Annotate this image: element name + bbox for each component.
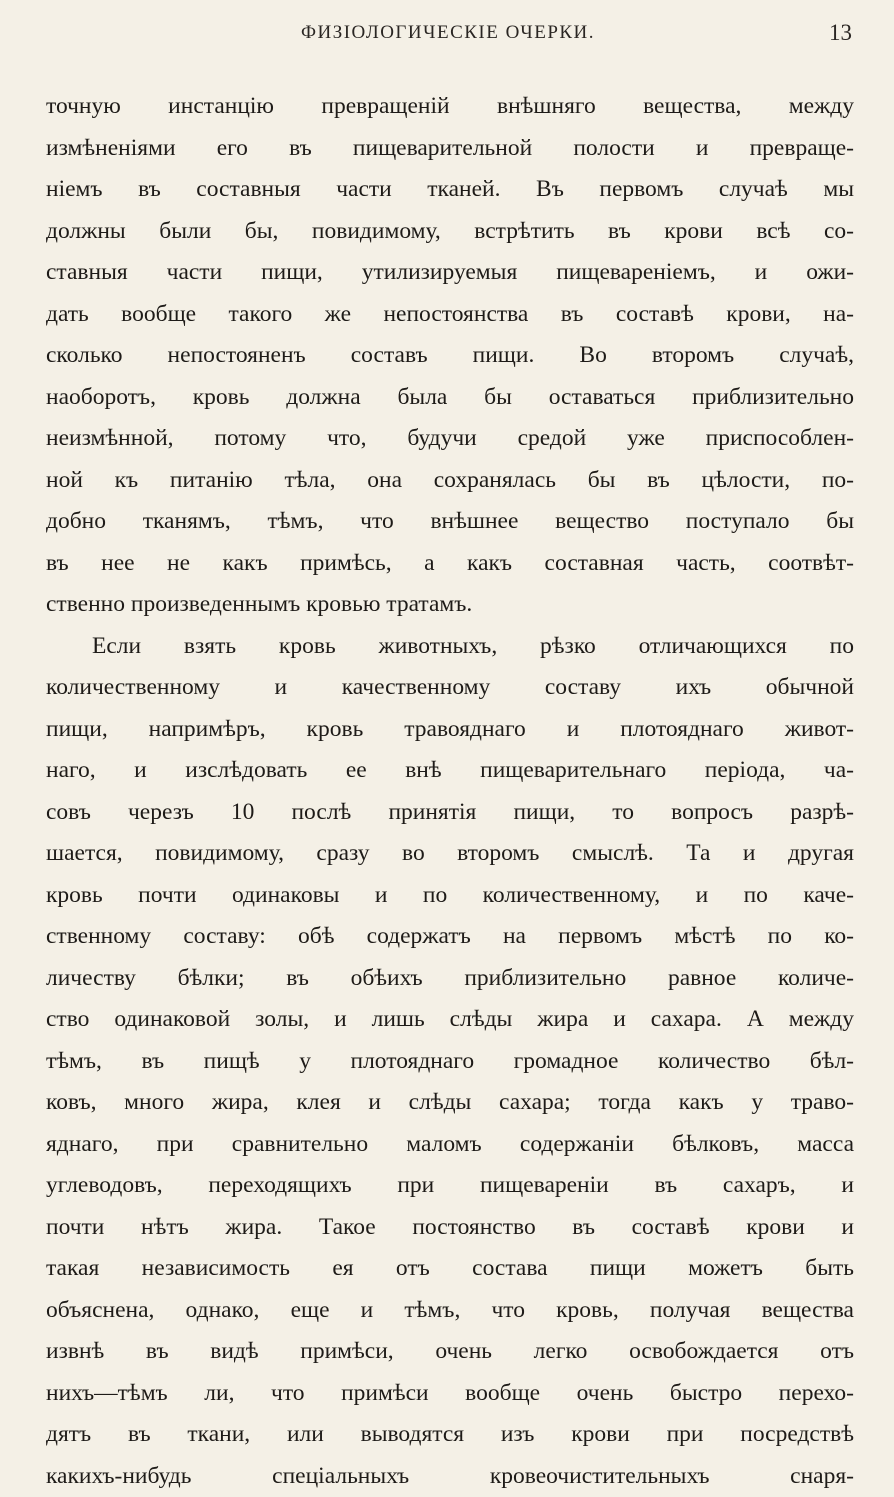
page-header <box>44 20 852 50</box>
text-line: извнѣ въ видѣ примѣси, очень легко освобождается отъ <box>46 1331 854 1373</box>
text-line: измѣненiями его въ пищеварительной полости и превраще- <box>46 128 854 170</box>
body-text <box>46 86 854 1497</box>
page-number: 13 <box>829 20 852 46</box>
text-line: дятъ въ ткани, или выводятся изъ крови при посредствѣ <box>46 1414 854 1456</box>
text-line: нiемъ въ составныя части тканей. Въ первомъ случаѣ мы <box>46 169 854 211</box>
text-line: совъ черезъ 10 послѣ принятiя пищи, то вопросъ разрѣ- <box>46 792 854 834</box>
text-line: добно тканямъ, тѣмъ, что внѣшнее вещество поступало бы <box>46 501 854 543</box>
text-line: ковъ, много жира, клея и слѣды сахара; тогда какъ у траво- <box>46 1082 854 1124</box>
text-line: личеству бѣлки; въ обѣихъ приблизительно равное количе- <box>46 958 854 1000</box>
text-line: шается, повидимому, сразу во второмъ смыслѣ. Та и другая <box>46 833 854 875</box>
running-title: ФИЗIОЛОГИЧЕСКIЕ ОЧЕРКИ. <box>44 22 852 44</box>
paragraph-start-line: Если взять кровь животныхъ, рѣзко отличающихся по <box>46 626 854 668</box>
text-line: яднаго, при сравнительно маломъ содержанiи бѣлковъ, масса <box>46 1124 854 1166</box>
text-line: дать вообще такого же непостоянства въ составѣ крови, на- <box>46 294 854 336</box>
text-line: точную инстанцiю превращенiй внѣшняго вещества, между <box>46 86 854 128</box>
text-line: неизмѣнной, потому что, будучи средой уже приспособлен- <box>46 418 854 460</box>
text-line: нихъ—тѣмъ ли, что примѣси вообще очень быстро перехо- <box>46 1373 854 1415</box>
paragraph-end-line: ственно произведеннымъ кровью тратамъ. <box>46 584 854 626</box>
text-line: какихъ-нибудь спецiальныхъ кровеочистительныхъ снаря- <box>46 1456 854 1497</box>
text-line: сколько непостояненъ составъ пищи. Во второмъ случаѣ, <box>46 335 854 377</box>
text-line: почти нѣтъ жира. Такое постоянство въ составѣ крови и <box>46 1207 854 1249</box>
text-line: ство одинаковой золы, и лишь слѣды жира и сахара. А между <box>46 999 854 1041</box>
text-line: въ нее не какъ примѣсь, а какъ составная часть, соотвѣт- <box>46 543 854 585</box>
text-line: такая независимость ея отъ состава пищи можетъ быть <box>46 1248 854 1290</box>
text-line: объяснена, однако, еще и тѣмъ, что кровь, получая вещества <box>46 1290 854 1332</box>
text-line: пищи, напримѣръ, кровь травояднаго и плотояднаго живот- <box>46 709 854 751</box>
text-line: ственному составу: обѣ содержатъ на первомъ мѣстѣ по ко- <box>46 916 854 958</box>
text-line: ставныя части пищи, утилизируемыя пищеваренiемъ, и ожи- <box>46 252 854 294</box>
text-line: количественному и качественному составу ихъ обычной <box>46 667 854 709</box>
text-line: кровь почти одинаковы и по количественному, и по каче- <box>46 875 854 917</box>
text-line: ной къ питанiю тѣла, она сохранялась бы въ цѣлости, по- <box>46 460 854 502</box>
text-line: наго, и изслѣдовать ее внѣ пищеварительнаго перiода, ча- <box>46 750 854 792</box>
text-line: тѣмъ, въ пищѣ у плотояднаго громадное количество бѣл- <box>46 1041 854 1083</box>
text-line: углеводовъ, переходящихъ при пищеваренiи въ сахаръ, и <box>46 1165 854 1207</box>
text-line: наоборотъ, кровь должна была бы оставаться приблизительно <box>46 377 854 419</box>
text-line: должны были бы, повидимому, встрѣтить въ крови всѣ со- <box>46 211 854 253</box>
